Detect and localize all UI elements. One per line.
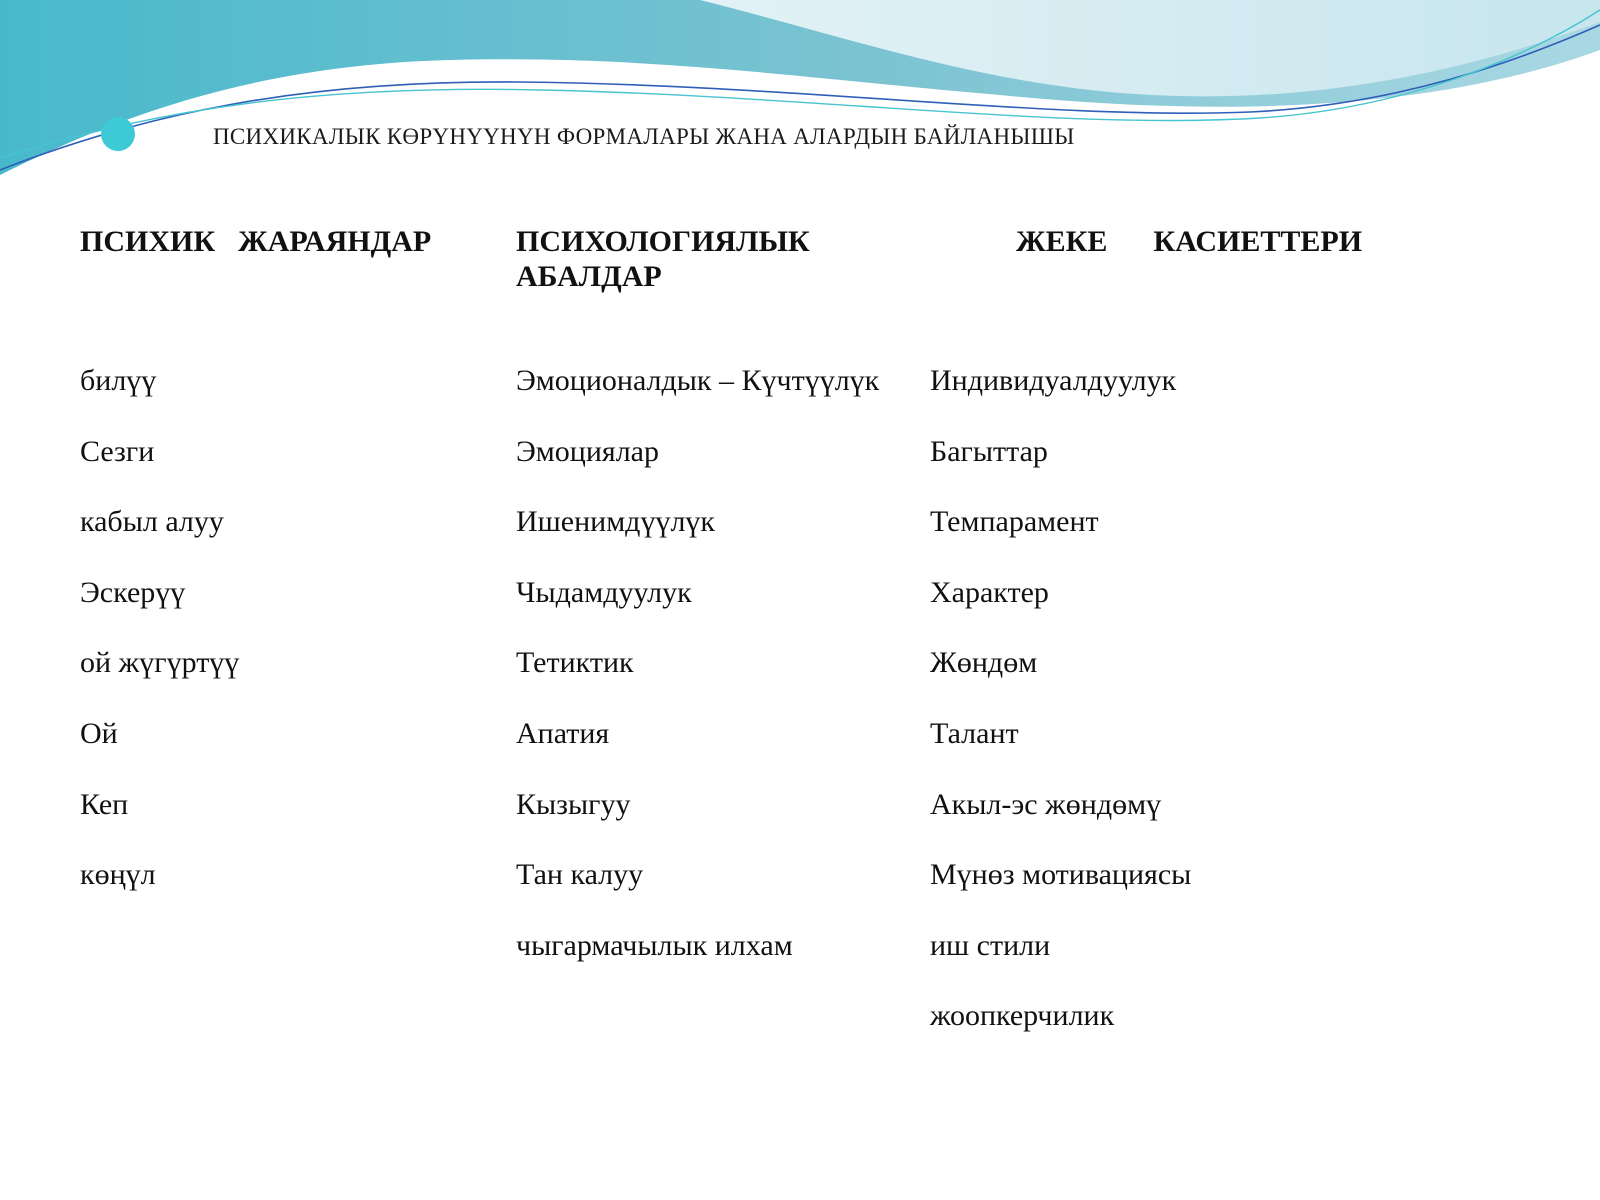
list-item: чыгармачылык илхам [516,928,793,962]
list-item: Характер [930,575,1049,609]
list-item: Темпарамент [930,505,1099,539]
list-item: иш стили [930,928,1051,962]
list-item: Тетиктик [516,646,634,680]
item-list [80,364,500,929]
list-item: жоопкерчилик [930,999,1115,1033]
list-item: Ишенимдүүлүк [516,505,715,539]
decorative-wave-banner [0,0,1600,220]
item-list [930,364,1550,1070]
list-item: Жөндөм [930,646,1038,680]
list-item: Талант [930,716,1019,750]
column-header: ЖЕКЕ КАСИЕТТЕРИ [1016,225,1363,258]
list-item: Эскерүү [80,575,186,609]
list-item: ой жүгүртүү [80,646,240,680]
list-item: Кеп [80,787,129,821]
item-list [516,364,936,999]
list-item: Эмоциялар [516,434,659,468]
list-item: Мүнөз мотивациясы [930,858,1192,892]
list-item: Тан калуу [516,858,644,892]
list-item: Апатия [516,716,610,750]
list-item: Багыттар [930,434,1048,468]
list-item: Эмоционалдык – Күчтүүлүк [516,364,880,397]
column-personal-traits [930,224,1550,1070]
column-mental-processes [80,224,500,929]
list-item: кабыл алуу [80,505,224,539]
list-item: Индивидуалдуулук [930,364,1177,397]
list-item: Кызыгуу [516,787,631,821]
list-item: көңүл [80,858,156,892]
list-item: Сезги [80,434,155,468]
list-item: Ой [80,716,118,750]
column-header: ПСИХОЛОГИЯЛЫК АБАЛДАР [516,225,810,293]
column-psychological-states [516,224,936,999]
column-header: ПСИХИК ЖАРАЯНДАР [80,225,432,258]
list-item: билүү [80,364,157,397]
list-item: Чыдамдуулук [516,575,692,609]
title-bullet-dot [101,117,135,151]
slide-title: ПСИХИКАЛЫК КӨРҮНҮҮНҮН ФОРМАЛАРЫ ЖАНА АЛАРДЫН БАЙЛАНЫШЫ [213,124,1075,149]
list-item: Акыл-эс жөндөмү [930,787,1162,821]
